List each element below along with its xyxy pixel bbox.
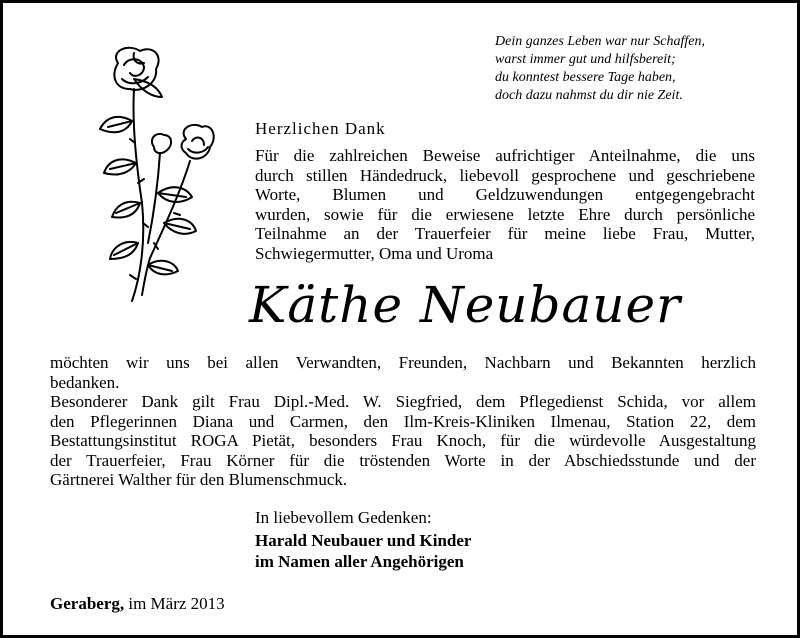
- intro-line: Worte, Blumen und Geldzuwendungen entgegengebracht: [255, 185, 755, 204]
- closing-phrase: In liebevollem Gedenken:: [255, 508, 432, 527]
- signatories: [255, 530, 471, 572]
- intro-line: wurden, sowie für die erwiesene letzte Ehre durch persönliche: [255, 204, 755, 224]
- body-line: möchten wir uns bei allen Verwandten, Freunden, Nachbarn und Bekannten herzlich: [50, 353, 756, 372]
- poem-line: doch dazu nahmst du dir nie Zeit.: [495, 88, 683, 103]
- poem-line: warst immer gut und hilfsbereit;: [495, 52, 676, 67]
- body-line: Besonderer Dank gilt Frau Dipl.-Med. W. Siegfried, dem Pflegedienst Schida, vor allem: [50, 392, 756, 411]
- body-paragraph: [50, 353, 756, 490]
- intro-line: durch stillen Händedruck, liebevoll gesprochene und geschriebene: [255, 165, 755, 185]
- deceased-name: Käthe Neubauer: [249, 276, 681, 334]
- intro-line: Für die zahlreichen Beweise aufrichtiger Anteilnahme, die uns: [255, 146, 755, 165]
- poem-line: du konntest bessere Tage haben,: [495, 70, 676, 85]
- heading-herzlichen-dank: Herzlichen Dank: [255, 119, 386, 138]
- memorial-poem: [495, 33, 795, 105]
- date-text: im März 2013: [128, 594, 225, 613]
- intro-line: Schwiegermutter, Oma und Uroma: [255, 243, 494, 263]
- intro-line: Teilnahme an der Trauerfeier für meine liebe Frau, Mutter,: [255, 224, 755, 243]
- body-line: Bestattungsinstitut ROGA Pietät, besonders Frau Knoch, für die würdevolle Ausgestaltung: [50, 431, 756, 450]
- body-line: bedanken.: [50, 372, 120, 392]
- signatory-line: im Namen aller Angehörigen: [255, 552, 464, 571]
- poem-line: Dein ganzes Leben war nur Schaffen,: [495, 34, 705, 49]
- body-line: den Pflegerinnen Diana und Carmen, den Ilm-Kreis-Kliniken Ilmenau, Station 22, dem: [50, 411, 756, 431]
- place-and-date: [50, 594, 225, 613]
- signatory-line: Harald Neubauer und Kinder: [255, 531, 472, 550]
- place-name: Geraberg,: [50, 594, 125, 613]
- intro-paragraph: [255, 146, 755, 263]
- body-line: Gärtnerei Walther für den Blumenschmuck.: [50, 470, 348, 489]
- body-line: der Trauerfeier, Frau Körner für die tröstenden Worte in der Abschiedsstunde und der: [50, 450, 756, 470]
- rose-illustration-icon: [88, 43, 218, 305]
